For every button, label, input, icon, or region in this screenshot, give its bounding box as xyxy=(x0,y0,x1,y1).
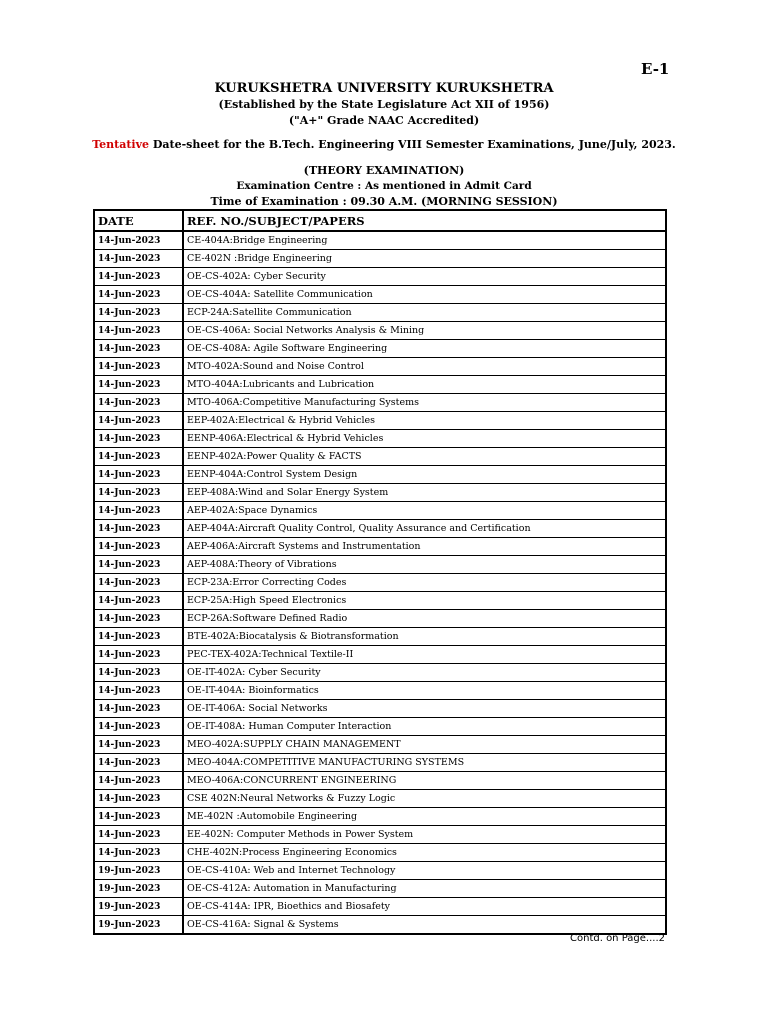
exam-date-cell: 14-Jun-2023 xyxy=(94,754,183,772)
exam-date-cell: 14-Jun-2023 xyxy=(94,484,183,502)
exam-date-cell: 14-Jun-2023 xyxy=(94,358,183,376)
university-name: KURUKSHETRA UNIVERSITY KURUKSHETRA xyxy=(214,81,554,96)
table-row xyxy=(94,646,666,664)
table-row xyxy=(94,376,666,394)
subject-cell: MTO-404A:Lubricants and Lubrication xyxy=(183,376,666,394)
exam-date-cell: 14-Jun-2023 xyxy=(94,592,183,610)
subject-cell: CSE 402N:Neural Networks & Fuzzy Logic xyxy=(183,790,666,808)
subject-cell: CE-402N :Bridge Engineering xyxy=(183,250,666,268)
datesheet-title xyxy=(0,138,768,151)
exam-date-cell: 14-Jun-2023 xyxy=(94,430,183,448)
exam-date-cell: 14-Jun-2023 xyxy=(94,574,183,592)
table-row xyxy=(94,610,666,628)
subject-cell: ECP-25A:High Speed Electronics xyxy=(183,592,666,610)
subject-cell: EEP-408A:Wind and Solar Energy System xyxy=(183,484,666,502)
table-row xyxy=(94,358,666,376)
exam-date-cell: 14-Jun-2023 xyxy=(94,808,183,826)
subject-cell: AEP-404A:Aircraft Quality Control, Quality Assurance and Certification xyxy=(183,520,666,538)
exam-time: Time of Examination : 09.30 A.M. (MORNING SESSION) xyxy=(210,195,558,208)
table-row xyxy=(94,322,666,340)
exam-date-cell: 14-Jun-2023 xyxy=(94,700,183,718)
exam-date-cell: 14-Jun-2023 xyxy=(94,646,183,664)
subject-cell: OE-IT-402A: Cyber Security xyxy=(183,664,666,682)
table-row xyxy=(94,574,666,592)
table-row xyxy=(94,394,666,412)
table-row xyxy=(94,898,666,916)
subject-cell: CE-404A:Bridge Engineering xyxy=(183,231,666,250)
table-row xyxy=(94,268,666,286)
exam-date-cell: 14-Jun-2023 xyxy=(94,502,183,520)
exam-date-cell: 14-Jun-2023 xyxy=(94,231,183,250)
subject-cell: ME-402N :Automobile Engineering xyxy=(183,808,666,826)
tentative-label: Tentative xyxy=(92,138,149,151)
table-row xyxy=(94,718,666,736)
table-row xyxy=(94,304,666,322)
table-row xyxy=(94,340,666,358)
table-row xyxy=(94,664,666,682)
subject-cell: OE-CS-410A: Web and Internet Technology xyxy=(183,862,666,880)
accreditation-note: ("A+" Grade NAAC Accredited) xyxy=(288,114,480,127)
exam-date-cell: 14-Jun-2023 xyxy=(94,268,183,286)
page-number-label: E-1 xyxy=(641,60,670,78)
subject-cell: EENP-402A:Power Quality & FACTS xyxy=(183,448,666,466)
subject-cell: AEP-408A:Theory of Vibrations xyxy=(183,556,666,574)
subject-cell: AEP-402A:Space Dynamics xyxy=(183,502,666,520)
subject-cell: MTO-402A:Sound and Noise Control xyxy=(183,358,666,376)
table-row xyxy=(94,556,666,574)
subject-cell: OE-CS-402A: Cyber Security xyxy=(183,268,666,286)
subject-cell: MEO-406A:CONCURRENT ENGINEERING xyxy=(183,772,666,790)
subject-cell: AEP-406A:Aircraft Systems and Instrumentation xyxy=(183,538,666,556)
subject-cell: ECP-26A:Software Defined Radio xyxy=(183,610,666,628)
table-row xyxy=(94,772,666,790)
exam-date-cell: 14-Jun-2023 xyxy=(94,394,183,412)
table-row xyxy=(94,538,666,556)
table-row xyxy=(94,412,666,430)
table-row xyxy=(94,592,666,610)
exam-date-cell: 19-Jun-2023 xyxy=(94,916,183,935)
table-header-row xyxy=(94,210,666,231)
exam-date-cell: 19-Jun-2023 xyxy=(94,898,183,916)
exam-date-cell: 14-Jun-2023 xyxy=(94,322,183,340)
exam-centre: Examination Centre : As mentioned in Admit Card xyxy=(236,180,532,192)
table-row xyxy=(94,466,666,484)
subject-cell: EENP-404A:Control System Design xyxy=(183,466,666,484)
subject-cell: OE-CS-414A: IPR, Bioethics and Biosafety xyxy=(183,898,666,916)
subject-cell: OE-IT-408A: Human Computer Interaction xyxy=(183,718,666,736)
exam-date-cell: 14-Jun-2023 xyxy=(94,520,183,538)
subject-cell: EE-402N: Computer Methods in Power System xyxy=(183,826,666,844)
exam-date-cell: 14-Jun-2023 xyxy=(94,844,183,862)
table-row xyxy=(94,520,666,538)
exam-date-cell: 14-Jun-2023 xyxy=(94,304,183,322)
table-row xyxy=(94,916,666,935)
table-row xyxy=(94,880,666,898)
subject-cell: MTO-406A:Competitive Manufacturing Systems xyxy=(183,394,666,412)
exam-date-cell: 14-Jun-2023 xyxy=(94,718,183,736)
exam-date-cell: 14-Jun-2023 xyxy=(94,376,183,394)
subject-cell: OE-CS-406A: Social Networks Analysis & Mining xyxy=(183,322,666,340)
table-row xyxy=(94,844,666,862)
datesheet-rows xyxy=(94,231,666,934)
table-row xyxy=(94,700,666,718)
subject-cell: OE-CS-404A: Satellite Communication xyxy=(183,286,666,304)
table-row xyxy=(94,430,666,448)
exam-date-cell: 19-Jun-2023 xyxy=(94,862,183,880)
exam-date-cell: 14-Jun-2023 xyxy=(94,538,183,556)
exam-date-cell: 14-Jun-2023 xyxy=(94,628,183,646)
exam-date-cell: 14-Jun-2023 xyxy=(94,556,183,574)
table-row xyxy=(94,808,666,826)
continued-note: Contd. on Page....2 xyxy=(570,933,665,944)
document-header xyxy=(0,80,768,129)
table-row xyxy=(94,790,666,808)
datesheet-table xyxy=(93,209,667,935)
table-row xyxy=(94,502,666,520)
subject-cell: EEP-402A:Electrical & Hybrid Vehicles xyxy=(183,412,666,430)
table-row xyxy=(94,250,666,268)
exam-date-cell: 14-Jun-2023 xyxy=(94,448,183,466)
table-row xyxy=(94,286,666,304)
subject-cell: BTE-402A:Biocatalysis & Biotransformation xyxy=(183,628,666,646)
table-row xyxy=(94,826,666,844)
datesheet-title-text: Date-sheet for the B.Tech. Engineering VIII Semester Examinations, June/July, 2023. xyxy=(149,138,676,151)
table-row xyxy=(94,754,666,772)
exam-date-cell: 14-Jun-2023 xyxy=(94,412,183,430)
table-row xyxy=(94,682,666,700)
exam-date-cell: 14-Jun-2023 xyxy=(94,250,183,268)
subject-cell: OE-CS-416A: Signal & Systems xyxy=(183,916,666,935)
subject-cell: MEO-404A:COMPETITIVE MANUFACTURING SYSTEMS xyxy=(183,754,666,772)
subject-cell: OE-IT-404A: Bioinformatics xyxy=(183,682,666,700)
table-row xyxy=(94,484,666,502)
established-note: (Established by the State Legislature Act XII of 1956) xyxy=(218,98,550,111)
table-row xyxy=(94,862,666,880)
exam-date-cell: 14-Jun-2023 xyxy=(94,826,183,844)
exam-date-cell: 14-Jun-2023 xyxy=(94,682,183,700)
subject-column-header: REF. NO./SUBJECT/PAPERS xyxy=(183,210,666,231)
exam-date-cell: 14-Jun-2023 xyxy=(94,466,183,484)
subject-cell: OE-IT-406A: Social Networks xyxy=(183,700,666,718)
subject-cell: EENP-406A:Electrical & Hybrid Vehicles xyxy=(183,430,666,448)
exam-date-cell: 14-Jun-2023 xyxy=(94,664,183,682)
exam-type: (THEORY EXAMINATION) xyxy=(303,164,465,177)
exam-date-cell: 14-Jun-2023 xyxy=(94,286,183,304)
exam-date-cell: 14-Jun-2023 xyxy=(94,790,183,808)
subject-cell: OE-CS-412A: Automation in Manufacturing xyxy=(183,880,666,898)
exam-date-cell: 19-Jun-2023 xyxy=(94,880,183,898)
subject-cell: MEO-402A:SUPPLY CHAIN MANAGEMENT xyxy=(183,736,666,754)
subject-cell: OE-CS-408A: Agile Software Engineering xyxy=(183,340,666,358)
subject-cell: PEC-TEX-402A:Technical Textile-II xyxy=(183,646,666,664)
date-column-header: DATE xyxy=(94,210,183,231)
exam-date-cell: 14-Jun-2023 xyxy=(94,772,183,790)
exam-date-cell: 14-Jun-2023 xyxy=(94,610,183,628)
table-row xyxy=(94,736,666,754)
table-row xyxy=(94,448,666,466)
table-row xyxy=(94,628,666,646)
subject-cell: ECP-23A:Error Correcting Codes xyxy=(183,574,666,592)
exam-date-cell: 14-Jun-2023 xyxy=(94,340,183,358)
table-row xyxy=(94,231,666,250)
subject-cell: ECP-24A:Satellite Communication xyxy=(183,304,666,322)
subject-cell: CHE-402N:Process Engineering Economics xyxy=(183,844,666,862)
exam-date-cell: 14-Jun-2023 xyxy=(94,736,183,754)
